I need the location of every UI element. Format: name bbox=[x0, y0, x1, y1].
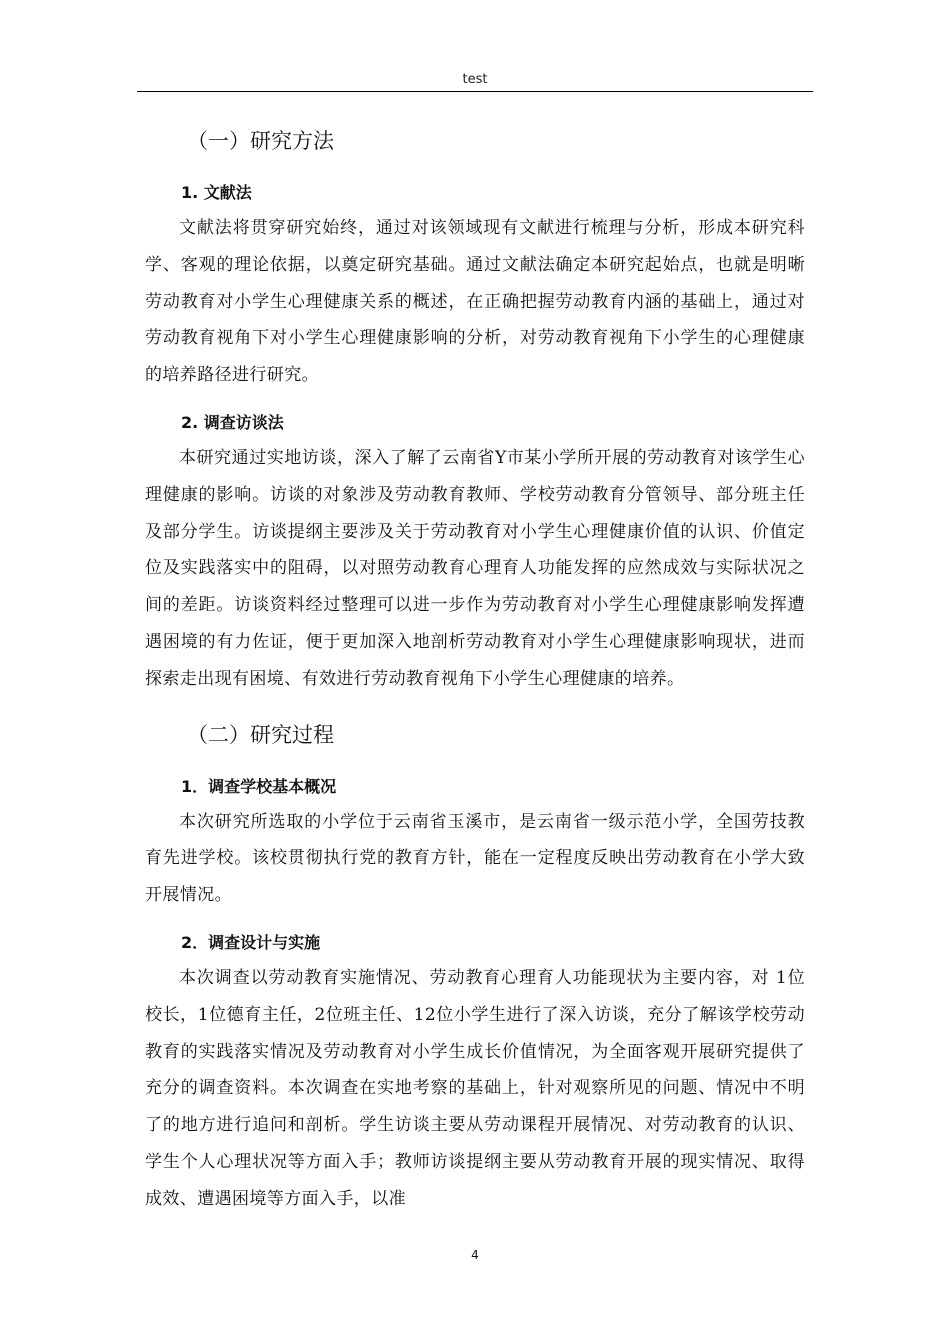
paragraph-interview-method: 本研究通过实地访谈，深入了解了云南省Y市某小学所开展的劳动教育对该学生心理健康的影响。访谈的对象涉及劳动教育教师、学校劳动教育分管领导、部分班主任及部分学生。访谈提纲主要涉及关于劳动教育对小学生心理健康价值的认识、价值定位及实践落实中的阻碍，以对照劳动教育心理育人功能发挥的应然成效与实际状况之间的差距。访谈资料经过整理可以进一步作为劳动教育对小学生心理健康影响发挥遭遇困境的有力佐证，便于更加深入地剖析劳动教育对小学生心理健康影响现状，进而探索走出现有困境、有效进行劳动教育视角下小学生心理健康的培养。 bbox=[145, 447, 805, 689]
section-title-research-methods: （一）研究方法 bbox=[187, 129, 334, 153]
header-divider bbox=[137, 91, 813, 92]
page-header: test bbox=[462, 72, 488, 87]
document-body bbox=[145, 118, 805, 1218]
subsection-title-literature-method: 1. 文献法 bbox=[181, 183, 252, 202]
subsection-title-school-overview: 1．调查学校基本概况 bbox=[181, 776, 337, 796]
paragraph-school-overview: 本次研究所选取的小学位于云南省玉溪市，是云南省一级示范小学，全国劳技教育先进学校。该校贯彻执行党的教育方针，能在一定程度反映出劳动教育在小学大致开展情况。 bbox=[145, 811, 805, 906]
section-title-research-process: （二）研究过程 bbox=[187, 722, 334, 747]
page-number: 4 bbox=[471, 1248, 479, 1262]
subsection-title-interview-method: 2. 调查访谈法 bbox=[181, 412, 284, 432]
subsection-title-survey-design: 2．调查设计与实施 bbox=[181, 932, 321, 952]
paragraph-literature-method: 文献法将贯穿研究始终，通过对该领域现有文献进行梳理与分析，形成本研究科学、客观的理论依据，以奠定研究基础。通过文献法确定本研究起始点，也就是明晰劳动教育对小学生心理健康关系的概述，在正确把握劳动教育内涵的基础上，通过对劳动教育视角下对小学生心理健康影响的分析，对劳动教育视角下小学生的心理健康的培养路径进行研究。 bbox=[145, 218, 805, 386]
paragraph-survey-design: 本次调查以劳动教育实施情况、劳动教育心理育人功能现状为主要内容，对 1位校长，1位德育主任，2位班主任、12位小学生进行了深入访谈，充分了解该学校劳动教育的实践落实情况及劳动教育对小学生成长价值情况，为全面客观开展研究提供了充分的调查资料。本次调查在实地考察的基础上，针对观察所见的问题、情况中不明了的地方进行追问和剖析。学生访谈主要从劳动课程开展情况、对劳动教育的认识、学生个人心理状况等方面入手；教师访谈提纲主要从劳动教育开展的现实情况、取得成效、遭遇困境等方面入手，以准 bbox=[145, 967, 805, 1209]
